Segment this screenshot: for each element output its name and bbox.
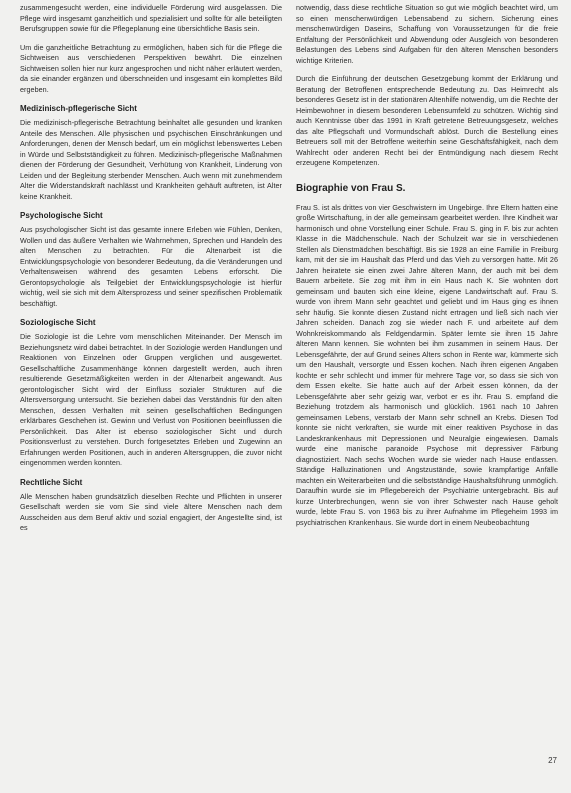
- paragraph: Alle Menschen haben grundsätzlich dieselben Rechte und Pflichten in unserer Gesellschaft werden sie vom Sie sind viele ältere Menschen nach dem Ausscheiden aus dem Beruf aktiv und sozial engagiert, der Angestellte sind, ist es: [20, 491, 282, 532]
- section-heading-sociological: Soziologische Sicht: [20, 318, 96, 327]
- biography-heading: Biographie von Frau S.: [296, 182, 406, 194]
- paragraph: notwendig, dass diese rechtliche Situation so gut wie möglich beachtet wird, um so einen menschenwürdigen Lebensabend zu sichern. Sicherung eines menschenwürdigen Daseins, Schaffung von Voraussetzungen für die freie Entfaltung der Persönlichkeit und Abwendung oder Ausgleich von besonderen Belastungen des Lebens sind Aufgaben für den älteren Menschen besonders wichtige Kriterien.: [296, 3, 558, 65]
- paragraph: Aus psychologischer Sicht ist das gesamte innere Erleben wie Fühlen, Denken, Wollen und das äußere Verhalten wie Wahrnehmen, Sprechen und Handeln des alten Menschen zu betrachten. Für die Altenarbeit ist die Entwicklungspsychologie von besonderer Bedeutung, da die Veränderungen und Verhaltensweisen während des gesamten Lebens erforscht. Die Gerontopsychologie als Teilgebiet der Entwicklungspsychologie ist hierfür wichtig, weil sie sich mit dem Altersprozess und seiner spezifischen Problematik beschäftigt.: [20, 225, 282, 308]
- paragraph: zusammengesucht werden, eine individuelle Förderung wird ausgelassen. Die Pflege wird insgesamt ganzheitlich und spezialisiert und sollte für alle beteiligten Berufsgruppen sowie für die Pflegeplanung eine übersichtliche Basis sein.: [20, 3, 282, 33]
- paragraph: Die Soziologie ist die Lehre vom menschlichen Miteinander. Der Mensch im Beziehungsnetz wird dabei betrachtet. In der Soziologie werden Handlungen und Reaktionen von Einzelnen oder Gruppen verglichen und ausgewertet. Gesellschaftliche Zusammenhänge können dargestellt werden, auch ihren resultierende Gesetzmäßigkeiten werden in der Altenarbeit angewandt. Aus gerontologischer Sicht wird der Einfluss sozialer Strukturen auf die Altersversorgung untersucht. Sie beziehen dabei das Verständnis für den alten Menschen, dessen Verhalten mit seinen gesellschaftlichen Bedingungen erklärbares Geschehen ist. Gewinn und Verlust von Positionen beeinflussen die Persönlichkeit. Das Alter ist ebenso soziologischer Sicht und durch Positionsverlust zu verstehen. Durch fortgesetztes Erleben und Zugewinn an Erfahrungen werden Positionen, auch in anderen Altersgruppen, die zuvor nicht eingenommen werden konnten.: [20, 332, 282, 467]
- paragraph: Frau S. ist als drittes von vier Geschwistern im Ungebirge. Ihre Eltern hatten eine große Wirtschaftung, in der alle gemeinsam gearbeitet werden. Ihre Kindheit war harmonisch und ohne Vorstellung einer Schule. Frau S. ging in F. bis zur achten Klasse in die Mädchenschule. Nach der Schulzeit war sie in verschiedenen Stellen als Dienstmädchen beschäftigt. Bis sie 1928 an eine Familie in Freiburg kam, mit der sie im Haushalt das Pferd und das Vieh zu versorgen hatte. Mit 26 Jahren heiratete sie einen zwei Jahre älteren Mann, der auch mit bei dem Bauern arbeitete. Sie zog mit ihm in ein Haus nach K. Sie wohnten dort gemeinsam und bauten sich eine kleine, eigene Landwirtschaft auf. Frau S. wurde von ihrem Mann sehr geachtet und geliebt und im Haus ging es ihnen sehr häufig. Sie konnte diesen Zustand nicht ertragen und ließ sich nach vier Jahren scheiden. Danach zog sie wieder nach F. und arbeitete auf dem Wohnkreiskommando als Feldgendarmin. Später lernte sie ihren 15 Jahre älteren Mann kennen. Sie wohnten bei ihm zusammen in seinem Haus. Der Lebensgefährte, der auf Grund seines Alters schon in Rente war, kümmerte sich um den Haushalt, versorgte und Essen kochen. Nach ihren eigenen Angaben kochte er sehr schlecht und immer für mehrere Tage vor, so dass sie sich von dem Essen ekelte. Sie hatte auch auf der Arbeit essen können, da der Lebensgefährte aber sehr geizig war, verbot er es ihr. Frau S. empfand die Beziehung trotzdem als harmonisch und glücklich. 1961 nach 10 Jahren gemeinsamen Lebens, verstarb der Mann sehr schnell an Krebs. Diesen Tod konnte sie nicht verkraften, sie wurde mit einer reaktiven Psychose in das Landeskrankenhaus mit Depressionen und Neuralgie eingewiesen. Damals wurde eine manische paranoide Psychose mit depressiver Färbung diagnostiziert. Nach sechs Wochen wurde sie wieder nach Hause entlassen. Ständige Halluzinationen und Angstzustände, sowie krampfartige Anfälle machten ein Weiterarbeiten und die selbstständige Haushaltsführung unmöglich. Daraufhin wurde sie im Pflegebereich der Psychiatrie untergebracht. Bis auf kurze Unterbrechungen, wenn sie von ihrer Schwester nach Hause geholt wurde, lebte Frau S. von 1963 bis zu ihrer Aufnahme im Pflegeheim 1993 im psychiatrischen Krankenhaus. Sie wurde dort in einem Neubeobachtung: [296, 202, 558, 527]
- left-column: [20, 3, 282, 542]
- paragraph: Durch die Einführung der deutschen Gesetzgebung kommt der Erklärung und Beratung der Betroffenen entsprechende Bedeutung zu. Das Heimrecht als besonderes Gesetz ist in der stationären Altenhilfe notwendig, um die Rechte der Heimbewohner in diesem besonderen Lebensumfeld zu schützen. Wichtig sind auch Kenntnisse über das 1991 in Kraft getretene Betreuungsgesetz, welches das alte Pflegschaft und Vormundschaft ablöst. Durch die Bestellung eines Betreuers soll mit der Betroffene weiterhin seine Geschäftsfähigkeit, nach dem Wahlrecht oder anderen Recht bei der Entmündigung nach diesem Recht erzeugene Kompetenzen.: [296, 74, 558, 167]
- section-heading-legal: Rechtliche Sicht: [20, 477, 83, 487]
- paragraph: Die medizinisch-pflegerische Betrachtung beinhaltet alle gesunden und kranken Anteile des Menschen. Alle physischen und psychischen Einschränkungen und Anforderungen, denen der Mensch bedarf, um ein möglichst lebenswertes Leben in Würde und Selbstständigkeit zu führen. Medizinisch-pflegerische Maßnahmen dienen der Förderung der Gesundheit, Verhütung von Krankheit, Linderung von Leiden und der Begleitung sterbender Menschen. Auch wenn mit zunehmendem Alter die Widerstandskraft nachlässt und Krankheiten gehäuft auftreten, ist Alter keine Krankheit.: [20, 118, 282, 201]
- right-column: [296, 3, 558, 536]
- page-number: 27: [548, 756, 557, 765]
- paragraph: Um die ganzheitliche Betrachtung zu ermöglichen, haben sich für die Pflege die Sichtweisen aus verschiedenen Perspektiven bewährt. Die einzelnen Sichtweisen sollen hier nur kurz angesprochen und nicht näher erläutert werden, da sie einander ergänzen und überschneiden und insgesamt ein komplettes Bild ergeben.: [20, 42, 282, 94]
- section-heading-medical: Medizinisch-pflegerische Sicht: [20, 104, 137, 113]
- section-heading-psychological: Psychologische Sicht: [20, 211, 103, 220]
